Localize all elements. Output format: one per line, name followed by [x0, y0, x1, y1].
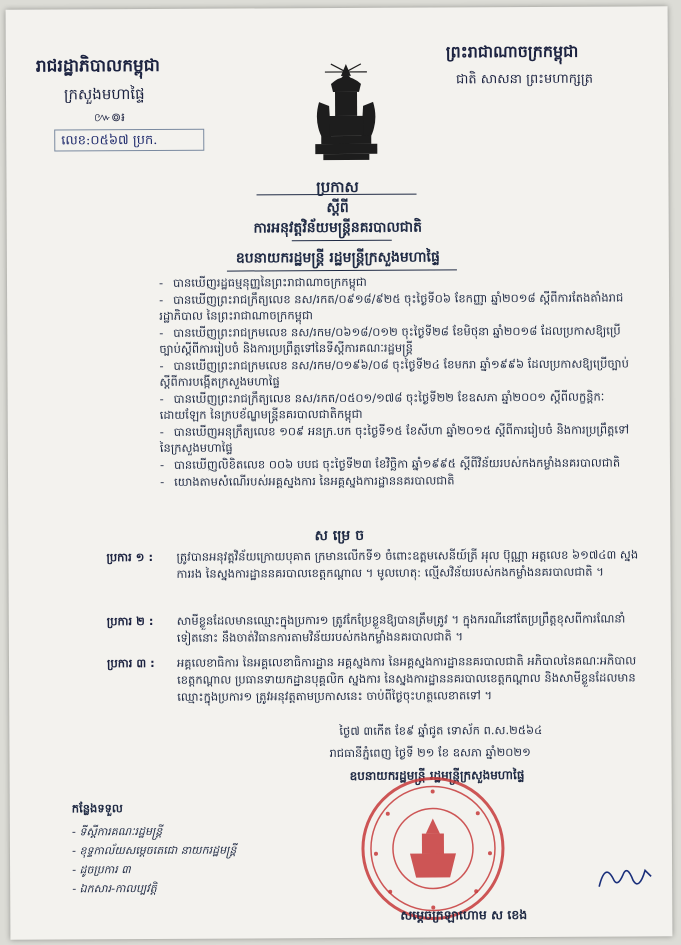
document-subject: ការអនុវត្តវិន័យមន្ត្រីនគរបាលជាតិ: [253, 219, 423, 237]
article-label: ប្រការ ២ :: [106, 613, 154, 629]
reference-item: - យោងតាមសំណើរបស់អគ្គស្នងការ នៃអគ្គស្នងការដ្ឋាននគរបាលជាតិ: [160, 473, 455, 489]
recipients-heading: កន្លែងទទួល: [71, 801, 123, 816]
article-1: [106, 546, 646, 583]
reference-item: - បានឃើញរដ្ឋធម្មនុញ្ញនៃព្រះរាជាណាចក្រកម្ពុជា: [158, 274, 367, 290]
subject-divider: [292, 240, 392, 242]
article-label: ប្រការ ៣ :: [106, 655, 155, 671]
reference-item: - បានឃើញព្រះរាជក្រមលេខ នស/រកម/០១៩៦/០៨ ចុះថ្ងៃទី២៤ ខែមករា ឆ្នាំ១៩៩៦ ដែលប្រកាសឱ្យប្រើច្បាប់ស្តីពីការបង្កើតក្រសួងមហាផ្ទៃ: [159, 356, 629, 389]
lunar-date: ថ្ងៃ៧ ៣កើត ខែ៩ ឆ្នាំជូត ទោស័ក ព.ស.២៥៦៤: [339, 722, 543, 739]
reference-item: - បានឃើញព្រះរាជក្រឹត្យលេខ នស/រកត/០៥០១/១៧៨ ចុះថ្ងៃទី២២ ខែឧសភា ឆ្នាំ២០០១ ស្តីពីលក្ខន្តិកៈដោយឡែក នៃក្របខ័ណ្ឌមន្ត្រីនគរបាលជាតិកម្ពុជា: [159, 389, 605, 422]
document-subject-prefix: ស្តីពី: [326, 199, 349, 217]
reference-item: - បានឃើញលិខិតលេខ ០០៦ បបជ ចុះថ្ងៃទី២៣ ខែវិច្ឆិកា ឆ្នាំ១៩៩៥ ស្តីពីវិន័យរបស់កងកម្លាំងនគរបាលជាតិ: [159, 455, 621, 472]
kingdom-header: ព្រះរាជាណាចក្រកម្ពុជា: [445, 41, 579, 62]
article-text: ត្រូវបានអនុវត្តវិន័យក្រោយបុគាត ក្រមានលើកទី១ ចំពោះឧត្តមសេនីយ៍ត្រី អុល ប៊ុណ្ណា អត្តលេខ ៦១៧៤៣ ស្នងការរង នៃស្នងការដ្ឋាននគរបាលខេត្តកណ្តាល ។ មូលហេតុ: ល្មើសវិន័យរបស់កងកម្លាំងនគរបាលជាតិ ។: [176, 547, 639, 581]
ministry-header-government: រាជរដ្ឋាភិបាលកម្ពុជា: [35, 55, 161, 77]
authority-underline: [227, 269, 457, 271]
ministry-header-name: ក្រសួងមហាផ្ទៃ: [63, 85, 145, 104]
document-page: [6, 6, 673, 939]
reference-number: លេខ:០៥៦៧ ប្រក.: [54, 129, 204, 152]
reference-item: - បានឃើញអនុក្រឹត្យលេខ ១០៩ អនក្រ.បក ចុះថ្ងៃទី១៥ ខែសីហា ឆ្នាំ២០១៥ ស្តីពីការរៀបចំ និងការប្រព្រឹត្តទៅនៃក្រសួងមហាផ្ទៃ: [159, 422, 630, 455]
document-type: ប្រកាស: [316, 177, 359, 197]
signer-title: ឧបនាយករដ្ឋមន្ត្រី រដ្ឋមន្ត្រីក្រសួងមហាផ្ទៃ: [349, 768, 525, 783]
recipient-item: - ខុទ្ទកាល័យសម្តេចតេជោ នាយករដ្ឋមន្ត្រី: [71, 843, 237, 858]
reference-item: - បានឃើញព្រះរាជក្រឹត្យលេខ នស/រកត/០៩១៨/៩២៥ ចុះថ្ងៃទី០៦ ខែកញ្ញា ឆ្នាំ២០១៨ ស្តីពីការតែងតាំងរាជរដ្ឋាភិបាល នៃព្រះរាជាណាចក្រកម្ពុជា: [159, 290, 624, 323]
handwritten-signature-icon: [595, 856, 655, 896]
signer-name: សម្តេចក្រឡាហោម ស ខេង: [400, 907, 528, 923]
recipient-item: - ទីស្តីការគណៈរដ្ឋមន្ត្រី: [71, 824, 163, 839]
issuing-authority: ឧបនាយករដ្ឋមន្ត្រី រដ្ឋមន្ត្រីក្រសួងមហាផ្ទៃ: [235, 249, 440, 267]
solar-date: រាជធានីភ្នំពេញ ថ្ងៃទី ២១ ខែ ឧសភា ឆ្នាំ២០២១: [329, 744, 531, 761]
article-2: [107, 610, 647, 647]
royal-emblem-icon: [301, 62, 392, 162]
recipient-item: - ឯកសារ-កាលប្បវត្តិ: [72, 881, 157, 896]
article-text: អគ្គលេខាធិការ នៃអគ្គលេខាធិការដ្ឋាន អគ្គស្នងការ នៃអគ្គស្នងការដ្ឋាននគរបាលជាតិ អភិបាលនៃគណៈអភិបាលខេត្តកណ្តាល ប្រធានទាយកដ្ឋានបុគ្គលិក ស្នងការ នៃស្នងការដ្ឋាននគរបាលខេត្តកណ្តាល និងសាមីខ្លួនដែលមានឈ្មោះក្នុងប្រការ១ ត្រូវអនុវត្តតាមប្រកាសនេះ ចាប់ពីថ្ងៃចុះហត្ថលេខាតទៅ ។: [176, 653, 637, 704]
article-label: ប្រការ ១ :: [106, 549, 154, 565]
legal-references: [159, 272, 640, 491]
kingdom-motto: ជាតិ សាសនា ព្រះមហាក្សត្រ: [455, 71, 593, 88]
recipients-list: [72, 798, 313, 898]
ministry-header-ornament: ៚៙៛: [94, 110, 125, 125]
reference-item: - បានឃើញព្រះរាជក្រមលេខ នស/រកម/០៦១៨/០១២ ចុះថ្ងៃទី២៨ ខែមិថុនា ឆ្នាំ២០១៨ ដែលប្រកាសឱ្យប្រើច្បាប់ស្តីពីការរៀបចំ និងការប្រព្រឹត្តទៅនៃទីស្តីការគណៈរដ្ឋមន្ត្រី: [159, 323, 621, 356]
decision-heading: ស ម្រេ ច: [314, 527, 365, 545]
recipient-item: - ដូចប្រការ ៣: [72, 863, 131, 877]
article-3: [107, 652, 647, 706]
article-text: សាមីខ្លួនដែលមានឈ្មោះក្នុងប្រការ១ ត្រូវកែប្រែខ្លួនឱ្យបានត្រឹមត្រូវ ។ ក្នុងករណីនៅតែប្រព្រឹត្តខុសពីការណែនាំទៀតនោះ នឹងចាត់វិធានការតាមវិន័យរបស់កងកម្លាំងនគរបាលជាតិ ។: [176, 611, 626, 645]
official-seal-icon: [358, 773, 509, 924]
